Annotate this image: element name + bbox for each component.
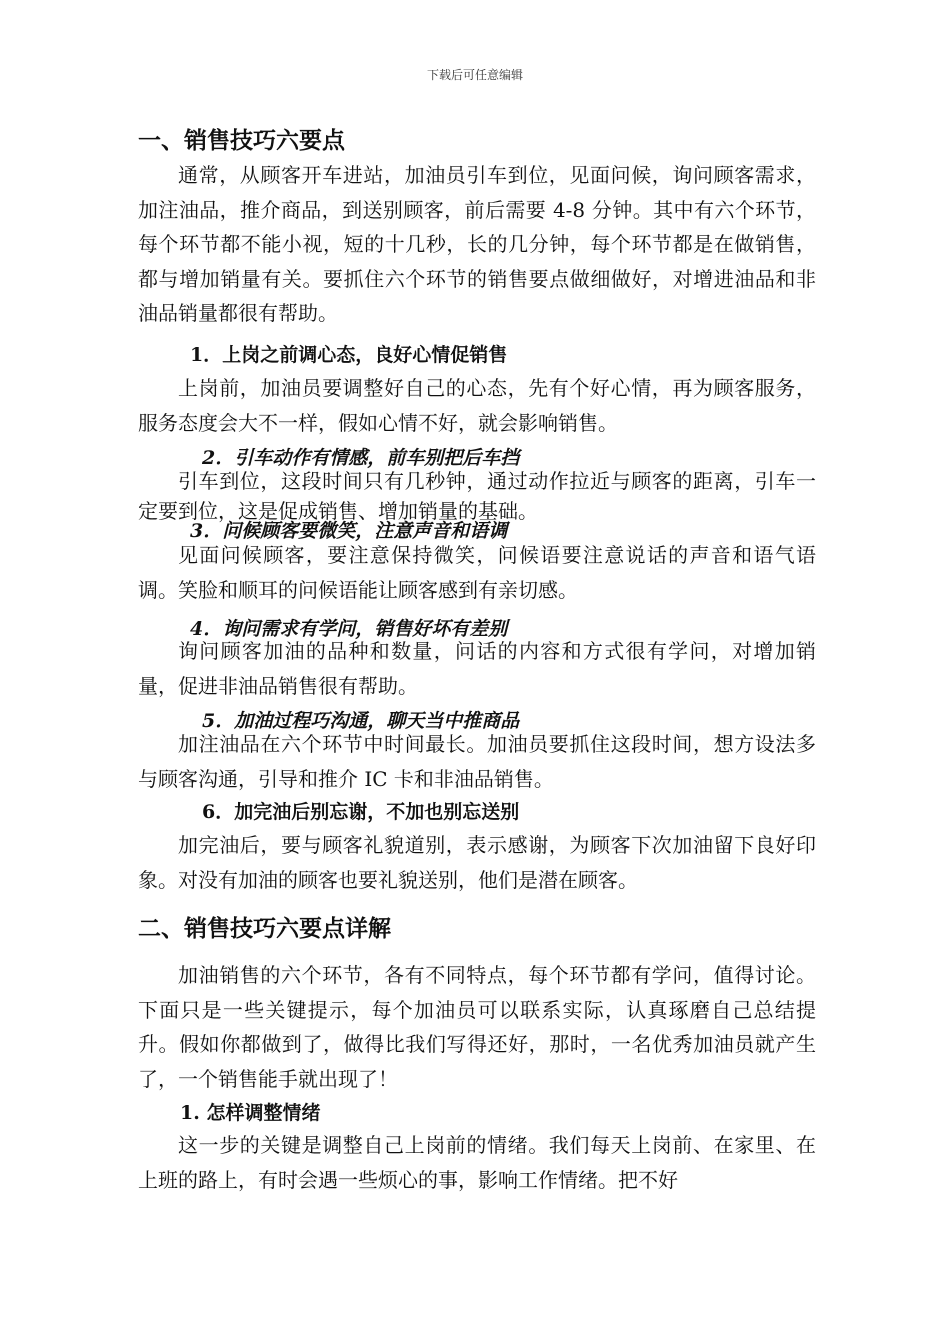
point-5-text: 加注油品在六个环节中时间最长。加油员要抓住这段时间，想方设法多与顾客沟通，引导和推介 IC 卡和非油品销售。 — [138, 732, 816, 791]
point-3-text: 见面问候顾客，要注意保持微笑，问候语要注意说话的声音和语气语调。笑脸和顺耳的问候语能让顾客感到有亲切感。 — [138, 543, 816, 602]
subsection-1-text: 这一步的关键是调整自己上岗前的情绪。我们每天上岗前、在家里、在上班的路上，有时会遇一些烦心的事，影响工作情绪。把不好 — [138, 1133, 816, 1192]
section-1-title: 一、销售技巧六要点 — [138, 127, 345, 154]
section-2-intro: 加油销售的六个环节，各有不同特点，每个环节都有学问，值得讨论。下面只是一些关键提示，每个加油员可以联系实际，认真琢磨自己总结提升。假如你都做到了，做得比我们写得还好，那时，一名优秀加油员就产生了，一个销售能手就出现了！ — [138, 963, 816, 1091]
point-4-text: 询问顾客加油的品种和数量，问话的内容和方式很有学问，对增加销量，促进非油品销售很有帮助。 — [138, 639, 816, 698]
section-1-intro: 通常，从顾客开车进站，加油员引车到位，见面问候，询问顾客需求，加注油品，推介商品，到送别顾客，前后需要 4-8 分钟。其中有六个环节，每个环节都不能小视，短的十几秒，长的几分钟，每个环节都是在做销售，都与增加销量有关。要抓住六个环节的销售要点做细做好，对增进油品和非油品销量都很有帮助。 — [138, 163, 816, 325]
page-header: 下载后可任意编辑 — [426, 68, 523, 82]
point-1-text: 上岗前，加油员要调整好自己的心态，先有个好心情，再为顾客服务，服务态度会大不一样，假如心情不好，就会影响销售。 — [138, 376, 816, 435]
point-2-heading: 2．引车动作有情感，前车别把后车挡 — [202, 447, 520, 469]
point-1-heading: 1．上岗之前调心态，良好心情促销售 — [190, 344, 508, 366]
section-2-title: 二、销售技巧六要点详解 — [138, 915, 391, 942]
point-6-text: 加完油后，要与顾客礼貌道别，表示感谢，为顾客下次加油留下良好印象。对没有加油的顾客也要礼貌送别，他们是潜在顾客。 — [138, 833, 816, 892]
subsection-1-heading: 1. 怎样调整情绪 — [180, 1102, 321, 1124]
point-5-heading: 5．加油过程巧沟通，聊天当中推商品 — [202, 710, 520, 732]
point-3-heading: 3．问候顾客要微笑，注意声音和语调 — [190, 520, 508, 542]
point-2-text: 引车到位，这段时间只有几秒钟，通过动作拉近与顾客的距离，引车一定要到位，这是促成销售、增加销量的基础。 — [138, 469, 816, 523]
point-6-heading: 6．加完油后别忘谢，不加也别忘送别 — [202, 801, 520, 823]
point-4-heading: 4．询问需求有学问，销售好坏有差别 — [190, 618, 508, 640]
